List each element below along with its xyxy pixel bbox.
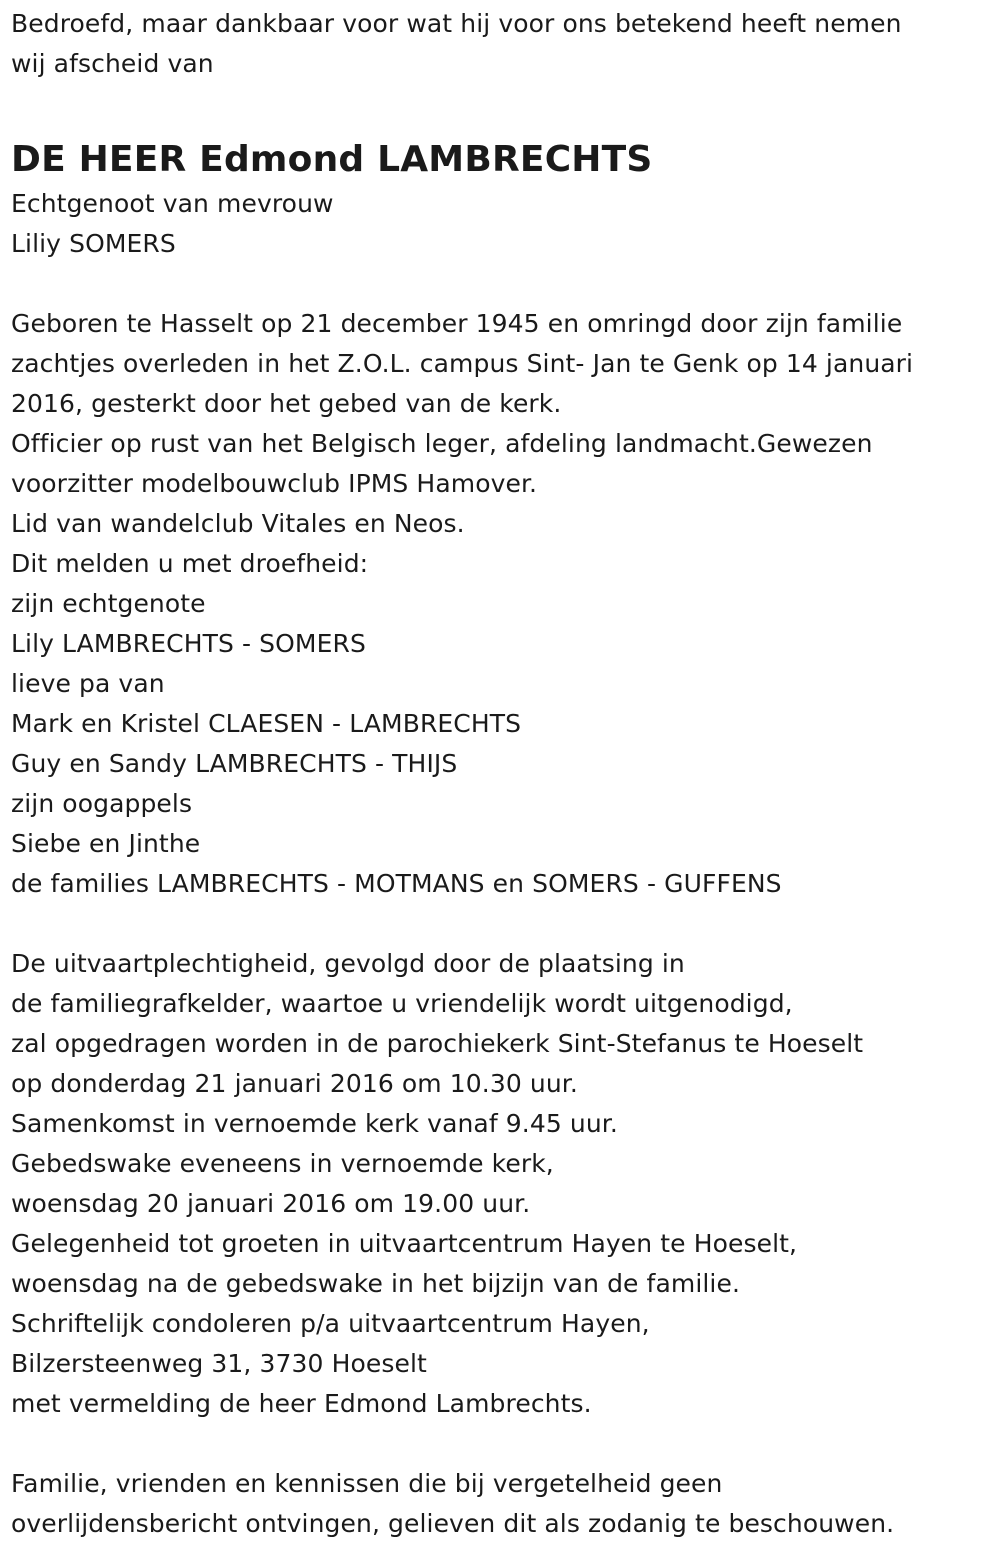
- spacer: [11, 1424, 991, 1464]
- ceremony-line: De uitvaartplechtigheid, gevolgd door de plaatsing in: [11, 949, 685, 978]
- ceremony-line: Gebedswake eveneens in vernoemde kerk,: [11, 1149, 554, 1178]
- spouse-line: Liliy SOMERS: [11, 229, 176, 258]
- spouse-line: Echtgenoot van mevrouw: [11, 189, 334, 218]
- closing-section: [11, 1464, 991, 1544]
- ceremony-line: woensdag na de gebedswake in het bijzijn van de familie.: [11, 1269, 741, 1298]
- biography-line: voorzitter modelbouwclub IPMS Hamover.: [11, 469, 538, 498]
- ceremony-line: Samenkomst in vernoemde kerk vanaf 9.45 uur.: [11, 1109, 618, 1138]
- closing-line: Familie, vrienden en kennissen die bij vergetelheid geen: [11, 1469, 723, 1498]
- intro-line: wij afscheid van: [11, 49, 214, 78]
- biography-line: zachtjes overleden in het Z.O.L. campus Sint- Jan te Genk op 14 januari: [11, 349, 914, 378]
- biography-line: Mark en Kristel CLAESEN - LAMBRECHTS: [11, 709, 522, 738]
- ceremony-line: woensdag 20 januari 2016 om 19.00 uur.: [11, 1189, 531, 1218]
- intro-section: [11, 4, 991, 84]
- biography-line: Siebe en Jinthe: [11, 829, 201, 858]
- ceremony-line: de familiegrafkelder, waartoe u vriendelijk wordt uitgenodigd,: [11, 989, 793, 1018]
- ceremony-line: op donderdag 21 januari 2016 om 10.30 uur.: [11, 1069, 578, 1098]
- ceremony-line: met vermelding de heer Edmond Lambrechts.: [11, 1389, 592, 1418]
- ceremony-line: Gelegenheid tot groeten in uitvaartcentrum Hayen te Hoeselt,: [11, 1229, 798, 1258]
- biography-line: 2016, gesterkt door het gebed van de kerk.: [11, 389, 562, 418]
- biography-line: zijn echtgenote: [11, 589, 206, 618]
- biography-line: Dit melden u met droefheid:: [11, 549, 369, 578]
- ceremony-line: Bilzersteenweg 31, 3730 Hoeselt: [11, 1349, 427, 1378]
- obituary-notice: [11, 4, 991, 1544]
- spacer: [11, 264, 991, 304]
- biography-line: Geboren te Hasselt op 21 december 1945 en omringd door zijn familie: [11, 309, 903, 338]
- biography-line: Lily LAMBRECHTS - SOMERS: [11, 629, 366, 658]
- spouse-section: [11, 184, 991, 264]
- deceased-name: DE HEER Edmond LAMBRECHTS: [11, 139, 653, 180]
- biography-line: Guy en Sandy LAMBRECHTS - THIJS: [11, 749, 458, 778]
- biography-line: de families LAMBRECHTS - MOTMANS en SOMERS - GUFFENS: [11, 869, 782, 898]
- biography-line: Officier op rust van het Belgisch leger, afdeling landmacht.Gewezen: [11, 429, 873, 458]
- biography-line: lieve pa van: [11, 669, 165, 698]
- intro-line: Bedroefd, maar dankbaar voor wat hij voor ons betekend heeft nemen: [11, 9, 902, 38]
- spacer: [11, 904, 991, 944]
- ceremony-line: Schriftelijk condoleren p/a uitvaartcentrum Hayen,: [11, 1309, 650, 1338]
- closing-line: overlijdensbericht ontvingen, gelieven dit als zodanig te beschouwen.: [11, 1509, 895, 1538]
- biography-section: [11, 304, 991, 904]
- biography-line: Lid van wandelclub Vitales en Neos.: [11, 509, 465, 538]
- biography-line: zijn oogappels: [11, 789, 193, 818]
- ceremony-line: zal opgedragen worden in de parochiekerk Sint-Stefanus te Hoeselt: [11, 1029, 864, 1058]
- ceremony-section: [11, 944, 991, 1424]
